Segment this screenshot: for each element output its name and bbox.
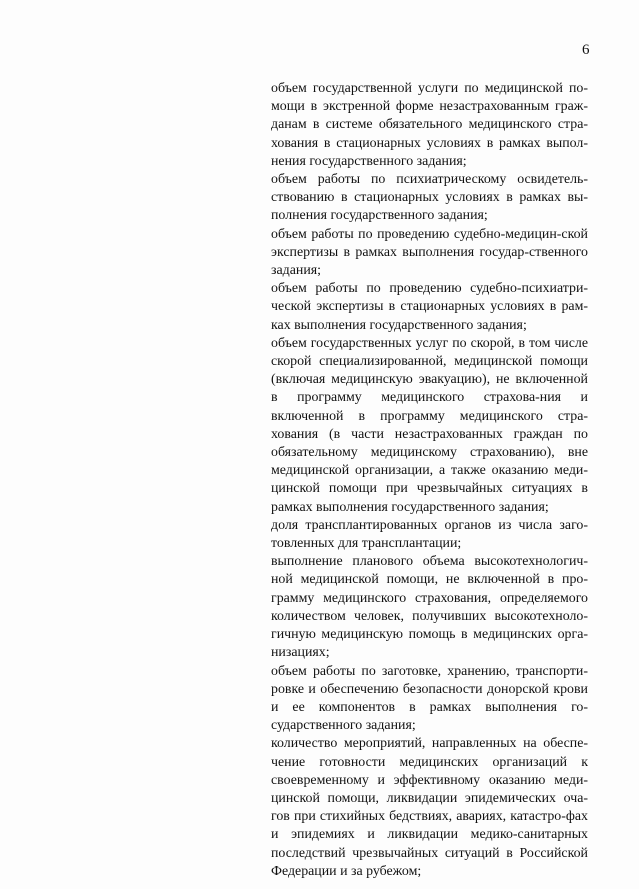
page-number: 6	[582, 42, 590, 58]
paragraph: выполнение планового объема высокотехнологич-ной медицинской помощи, не включенной в про-грамму медицинского страхования, определяемого количеством человек, получивших высокотехноло-гичную медицинскую помощь в медицинских орга-низациях;	[271, 554, 588, 661]
paragraph: объем государственных услуг по скорой, в том числе скорой специализированной, медицинской помощи (включая медицинскую эвакуацию), не включенной в программу медицинского страхова-ния и включенной в программу медицинского стра-хования (в части незастрахованных граждан по обязательному медицинскому страхованию), вне медицинской организации, а также оказанию меди-цинской помощи при чрезвычайных ситуациях в рамках выполнения государственного задания;	[271, 335, 588, 515]
body-text	[271, 80, 588, 881]
paragraph: объем работы по психиатрическому освидетель-ствованию в стационарных условиях в рамках вы-полнения государственного задания;	[271, 172, 588, 224]
paragraph: доля трансплантированных органов из числа заго-товленных для трансплантации;	[271, 517, 588, 552]
paragraph: объем работы по заготовке, хранению, транспорти-ровке и обеспечению безопасности донорской крови и ее компонентов в рамках выполнения го-сударственного задания;	[271, 663, 588, 734]
paragraph: объем государственной услуги по медицинской по-мощи в экстренной форме незастрахованным граж-данам в системе обязательного медицинского стра-хования в стационарных условиях в рамках выпол-нения государственного задания;	[271, 81, 588, 169]
paragraph: объем работы по проведению судебно-психиатри-ческой экспертизы в стационарных условиях в рам-ках выполнения государственного задания;	[271, 281, 588, 333]
paragraph: объем работы по проведению судебно-медицин-ской экспертизы в рамках выполнения государ-ственного задания;	[271, 226, 588, 279]
paragraph: количество мероприятий, направленных на обеспе-чение готовности медицинских организаций к своевременному и эффективному оказанию меди-цинской помощи, ликвидации эпидемических оча-гов при стихийных бедствиях, авариях, катастро-фах и эпидемиях и ликвидации медико-санитарных последствий чрезвычайных ситуаций в Российской Федерации и за рубежом;	[271, 736, 588, 879]
